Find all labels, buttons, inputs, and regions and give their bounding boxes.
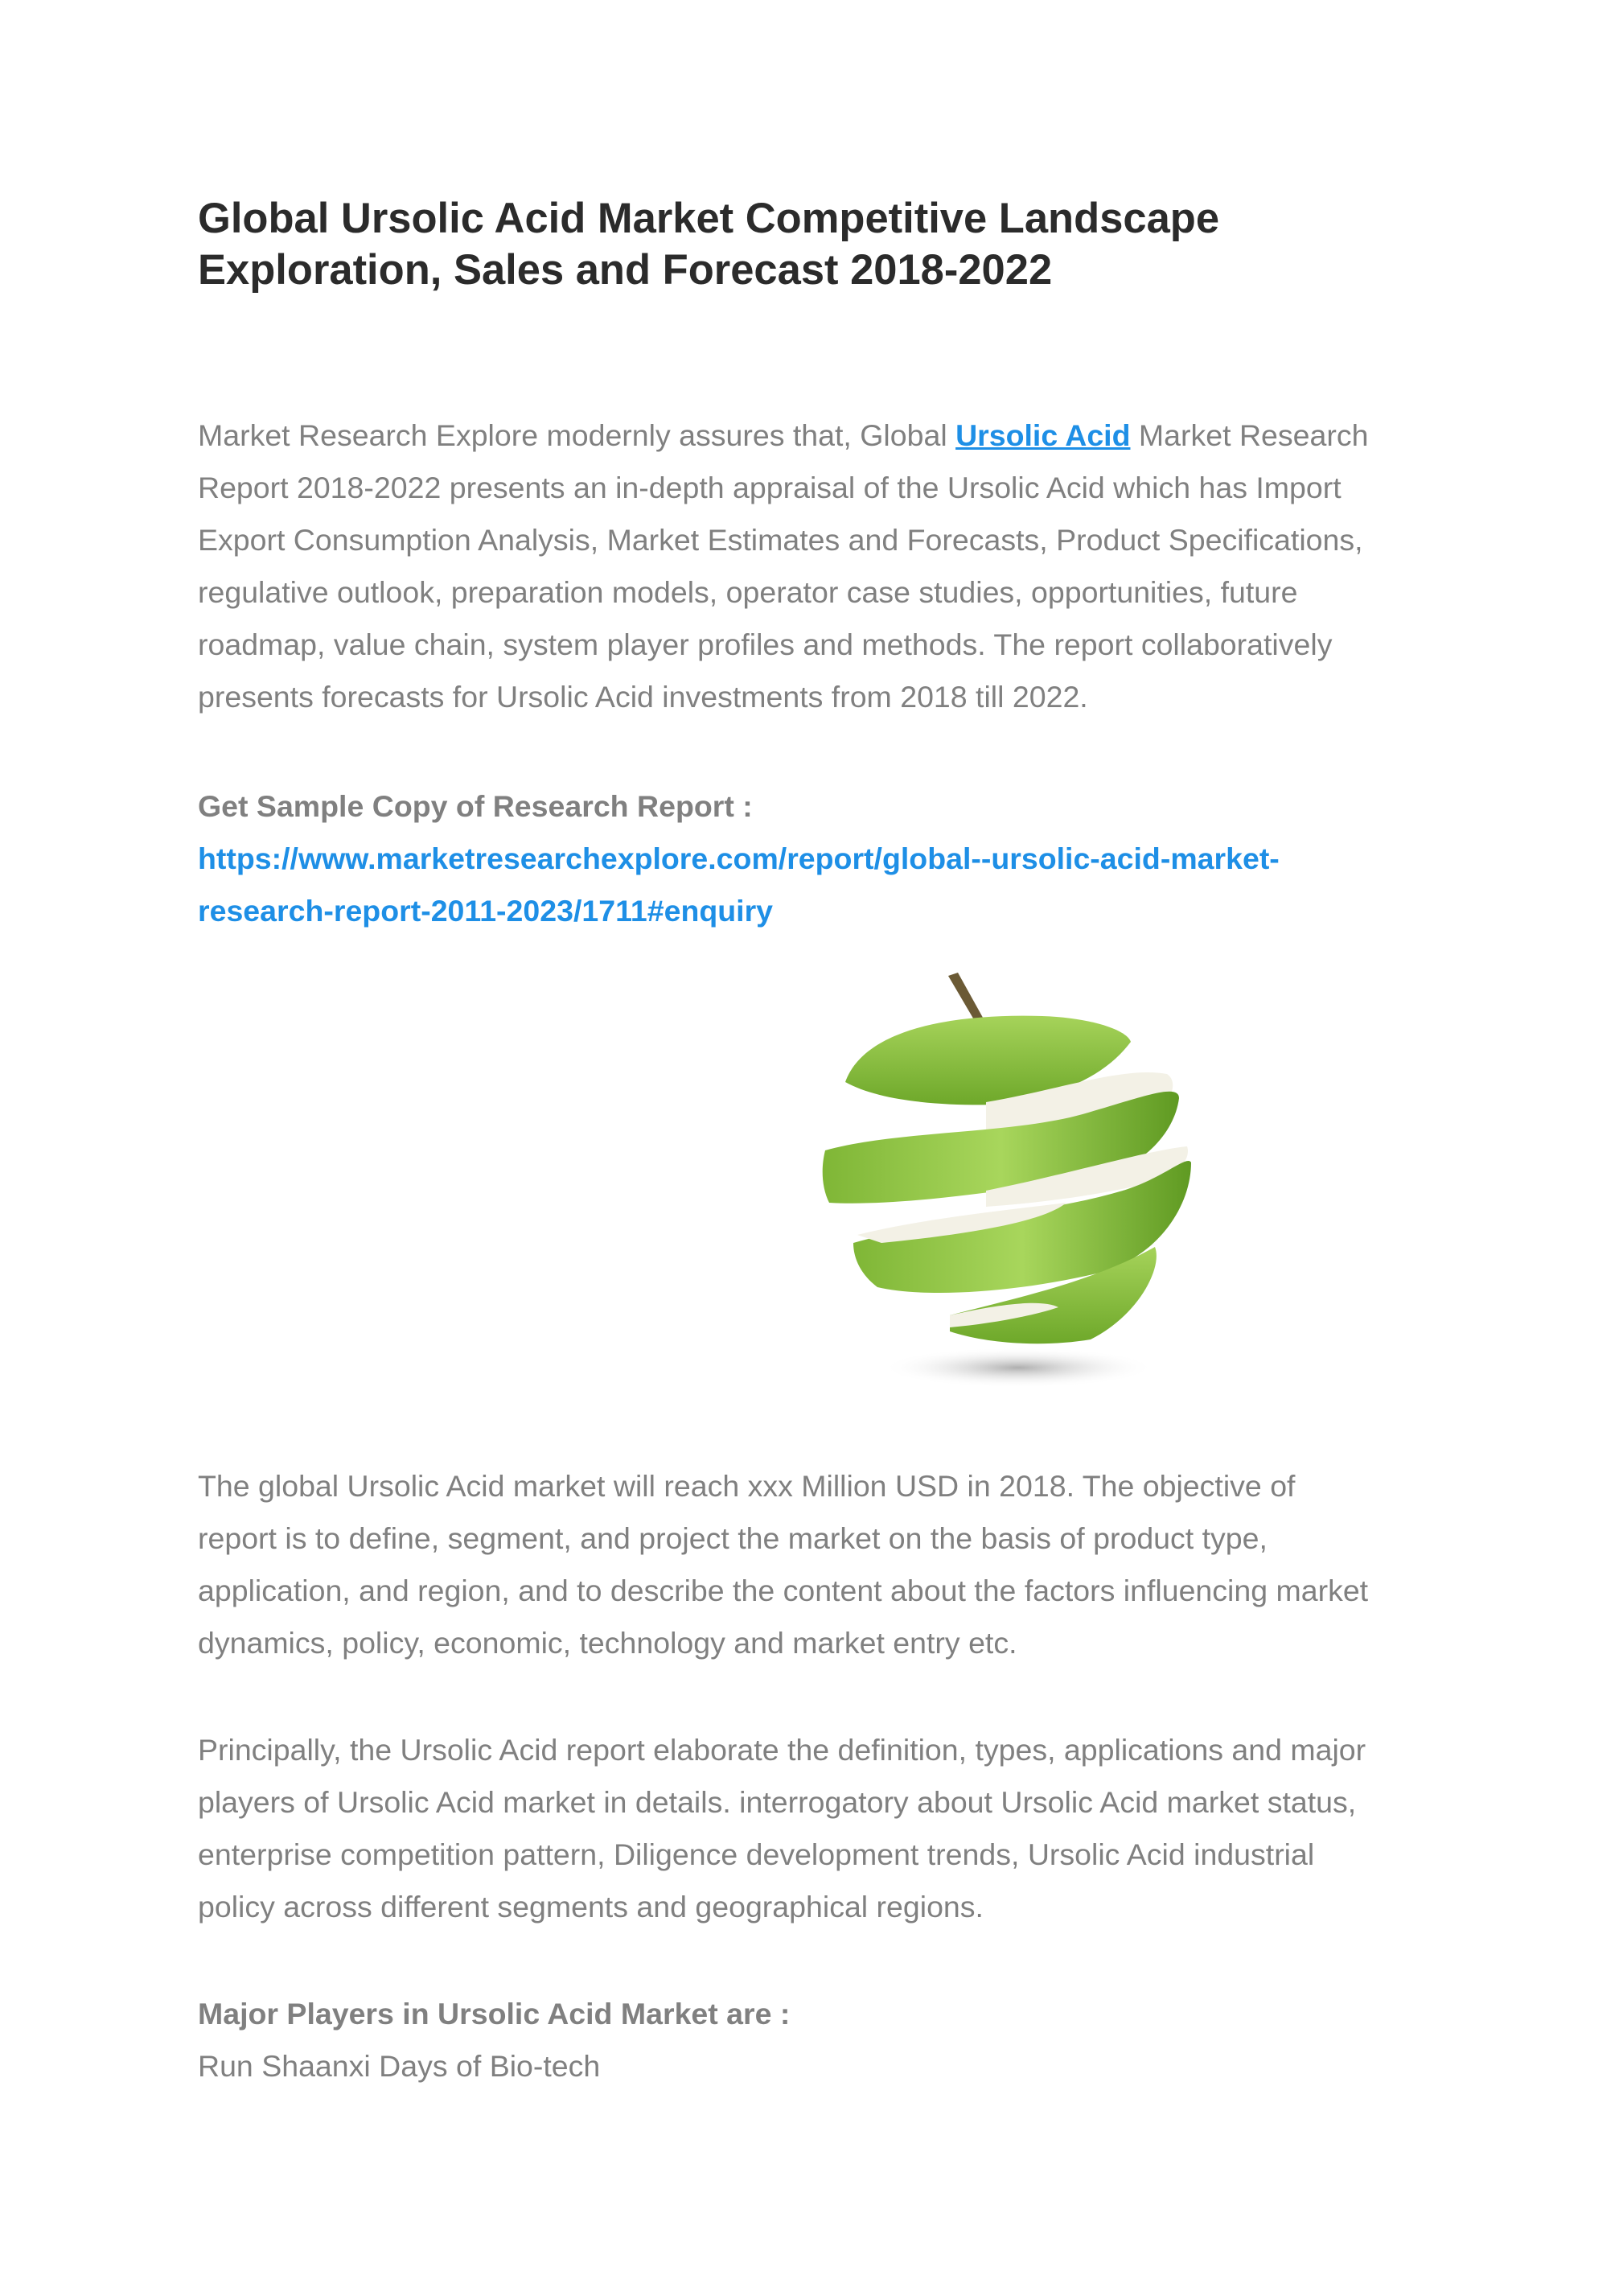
major-players-heading: Major Players in Ursolic Acid Market are : <box>198 1997 791 2031</box>
intro-line: regulative outlook, preparation models, operator case studies, opportunities, future <box>198 575 1298 609</box>
ursolic-acid-link[interactable]: Ursolic Acid <box>955 418 1131 452</box>
title-line-2: Exploration, Sales and Forecast 2018-2022 <box>198 246 1053 294</box>
intro-text: Market Research Explore modernly assures that, Global <box>198 418 956 452</box>
principally-paragraph <box>198 1724 1469 1933</box>
overview-line: report is to define, segment, and project the market on the basis of product type, <box>198 1521 1268 1555</box>
intro-text: Market Research <box>1130 418 1369 452</box>
intro-line-1 <box>198 409 1469 462</box>
major-players-section <box>198 1988 1469 2092</box>
principally-line: policy across different segments and geographical regions. <box>198 1890 984 1924</box>
apple-image <box>801 961 1211 1404</box>
intro-line: Export Consumption Analysis, Market Estimates and Forecasts, Product Specifications, <box>198 523 1363 557</box>
sample-section <box>198 780 1469 937</box>
sample-report-link-line-1[interactable]: https://www.marketresearchexplore.com/report/global--ursolic-acid-market- <box>198 841 1280 875</box>
page-title <box>198 193 1452 296</box>
overview-line: application, and region, and to describe the content about the factors influencing market <box>198 1574 1369 1607</box>
principally-line: Principally, the Ursolic Acid report elaborate the definition, types, applications and major <box>198 1733 1366 1767</box>
overview-paragraph <box>198 1460 1469 1669</box>
overview-line: dynamics, policy, economic, technology and market entry etc. <box>198 1626 1017 1660</box>
player-item: Run Shaanxi Days of Bio-tech <box>198 2049 601 2083</box>
peeled-apple-icon <box>801 961 1211 1404</box>
intro-paragraph <box>198 409 1469 723</box>
principally-line: enterprise competition pattern, Diligence development trends, Ursolic Acid industrial <box>198 1837 1315 1871</box>
sample-label: Get Sample Copy of Research Report : <box>198 789 753 823</box>
principally-line: players of Ursolic Acid market in details. interrogatory about Ursolic Acid market status, <box>198 1785 1357 1819</box>
intro-line: Report 2018-2022 presents an in-depth appraisal of the Ursolic Acid which has Import <box>198 471 1342 504</box>
sample-report-link-line-2[interactable]: research-report-2011-2023/1711#enquiry <box>198 894 774 928</box>
title-line-1: Global Ursolic Acid Market Competitive Landscape <box>198 195 1220 242</box>
overview-line: The global Ursolic Acid market will reach xxx Million USD in 2018. The objective of <box>198 1469 1296 1503</box>
intro-line: presents forecasts for Ursolic Acid investments from 2018 till 2022. <box>198 680 1088 714</box>
intro-line: roadmap, value chain, system player profiles and methods. The report collaboratively <box>198 627 1333 661</box>
